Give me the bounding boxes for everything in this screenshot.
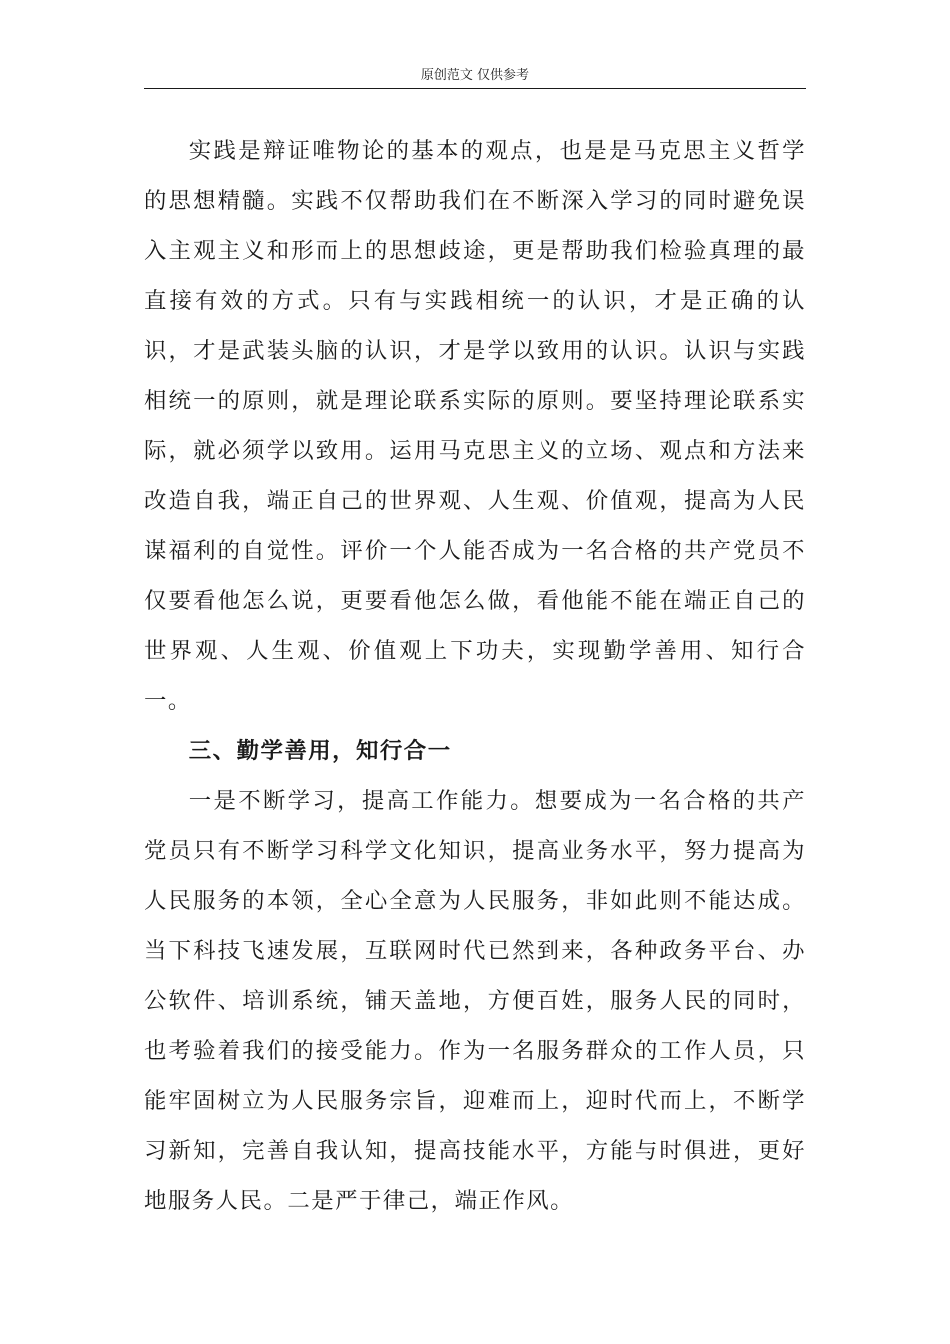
section-heading: 三、勤学善用，知行合一: [188, 738, 452, 764]
document-body: [144, 126, 806, 1226]
paragraph-practice: 实践是辩证唯物论的基本的观点，也是是马克思主义哲学的思想精髓。实践不仅帮助我们在不断深入学习的同时避免误入主观主义和形而上的思想歧途，更是帮助我们检验真理的最直接有效的方式。只有与实践相统一的认识，才是正确的认识，才是武装头脑的认识，才是学以致用的认识。认识与实践相统一的原则，就是理论联系实际的原则。要坚持理论联系实际，就必须学以致用。运用马克思主义的立场、观点和方法来改造自我，端正自己的世界观、人生观、价值观，提高为人民谋福利的自觉性。评价一个人能否成为一名合格的共产党员不仅要看他怎么说，更要看他怎么做，看他能不能在端正自己的世界观、人生观、价值观上下功夫，实现勤学善用、知行合一。: [144, 138, 806, 714]
paragraph-study: 一是不断学习，提高工作能力。想要成为一名合格的共产党员只有不断学习科学文化知识，提高业务水平，努力提高为人民服务的本领，全心全意为人民服务，非如此则不能达成。当下科技飞速发展，互联网时代已然到来，各种政务平台、办公软件、培训系统，铺天盖地，方便百姓，服务人民的同时，也考验着我们的接受能力。作为一名服务群众的工作人员，只能牢固树立为人民服务宗旨，迎难而上，迎时代而上，不断学习新知，完善自我认知，提高技能水平，方能与时俱进，更好地服务人民。二是严于律己，端正作风。: [144, 788, 806, 1214]
page-header: 原创范文 仅供参考: [144, 66, 806, 89]
